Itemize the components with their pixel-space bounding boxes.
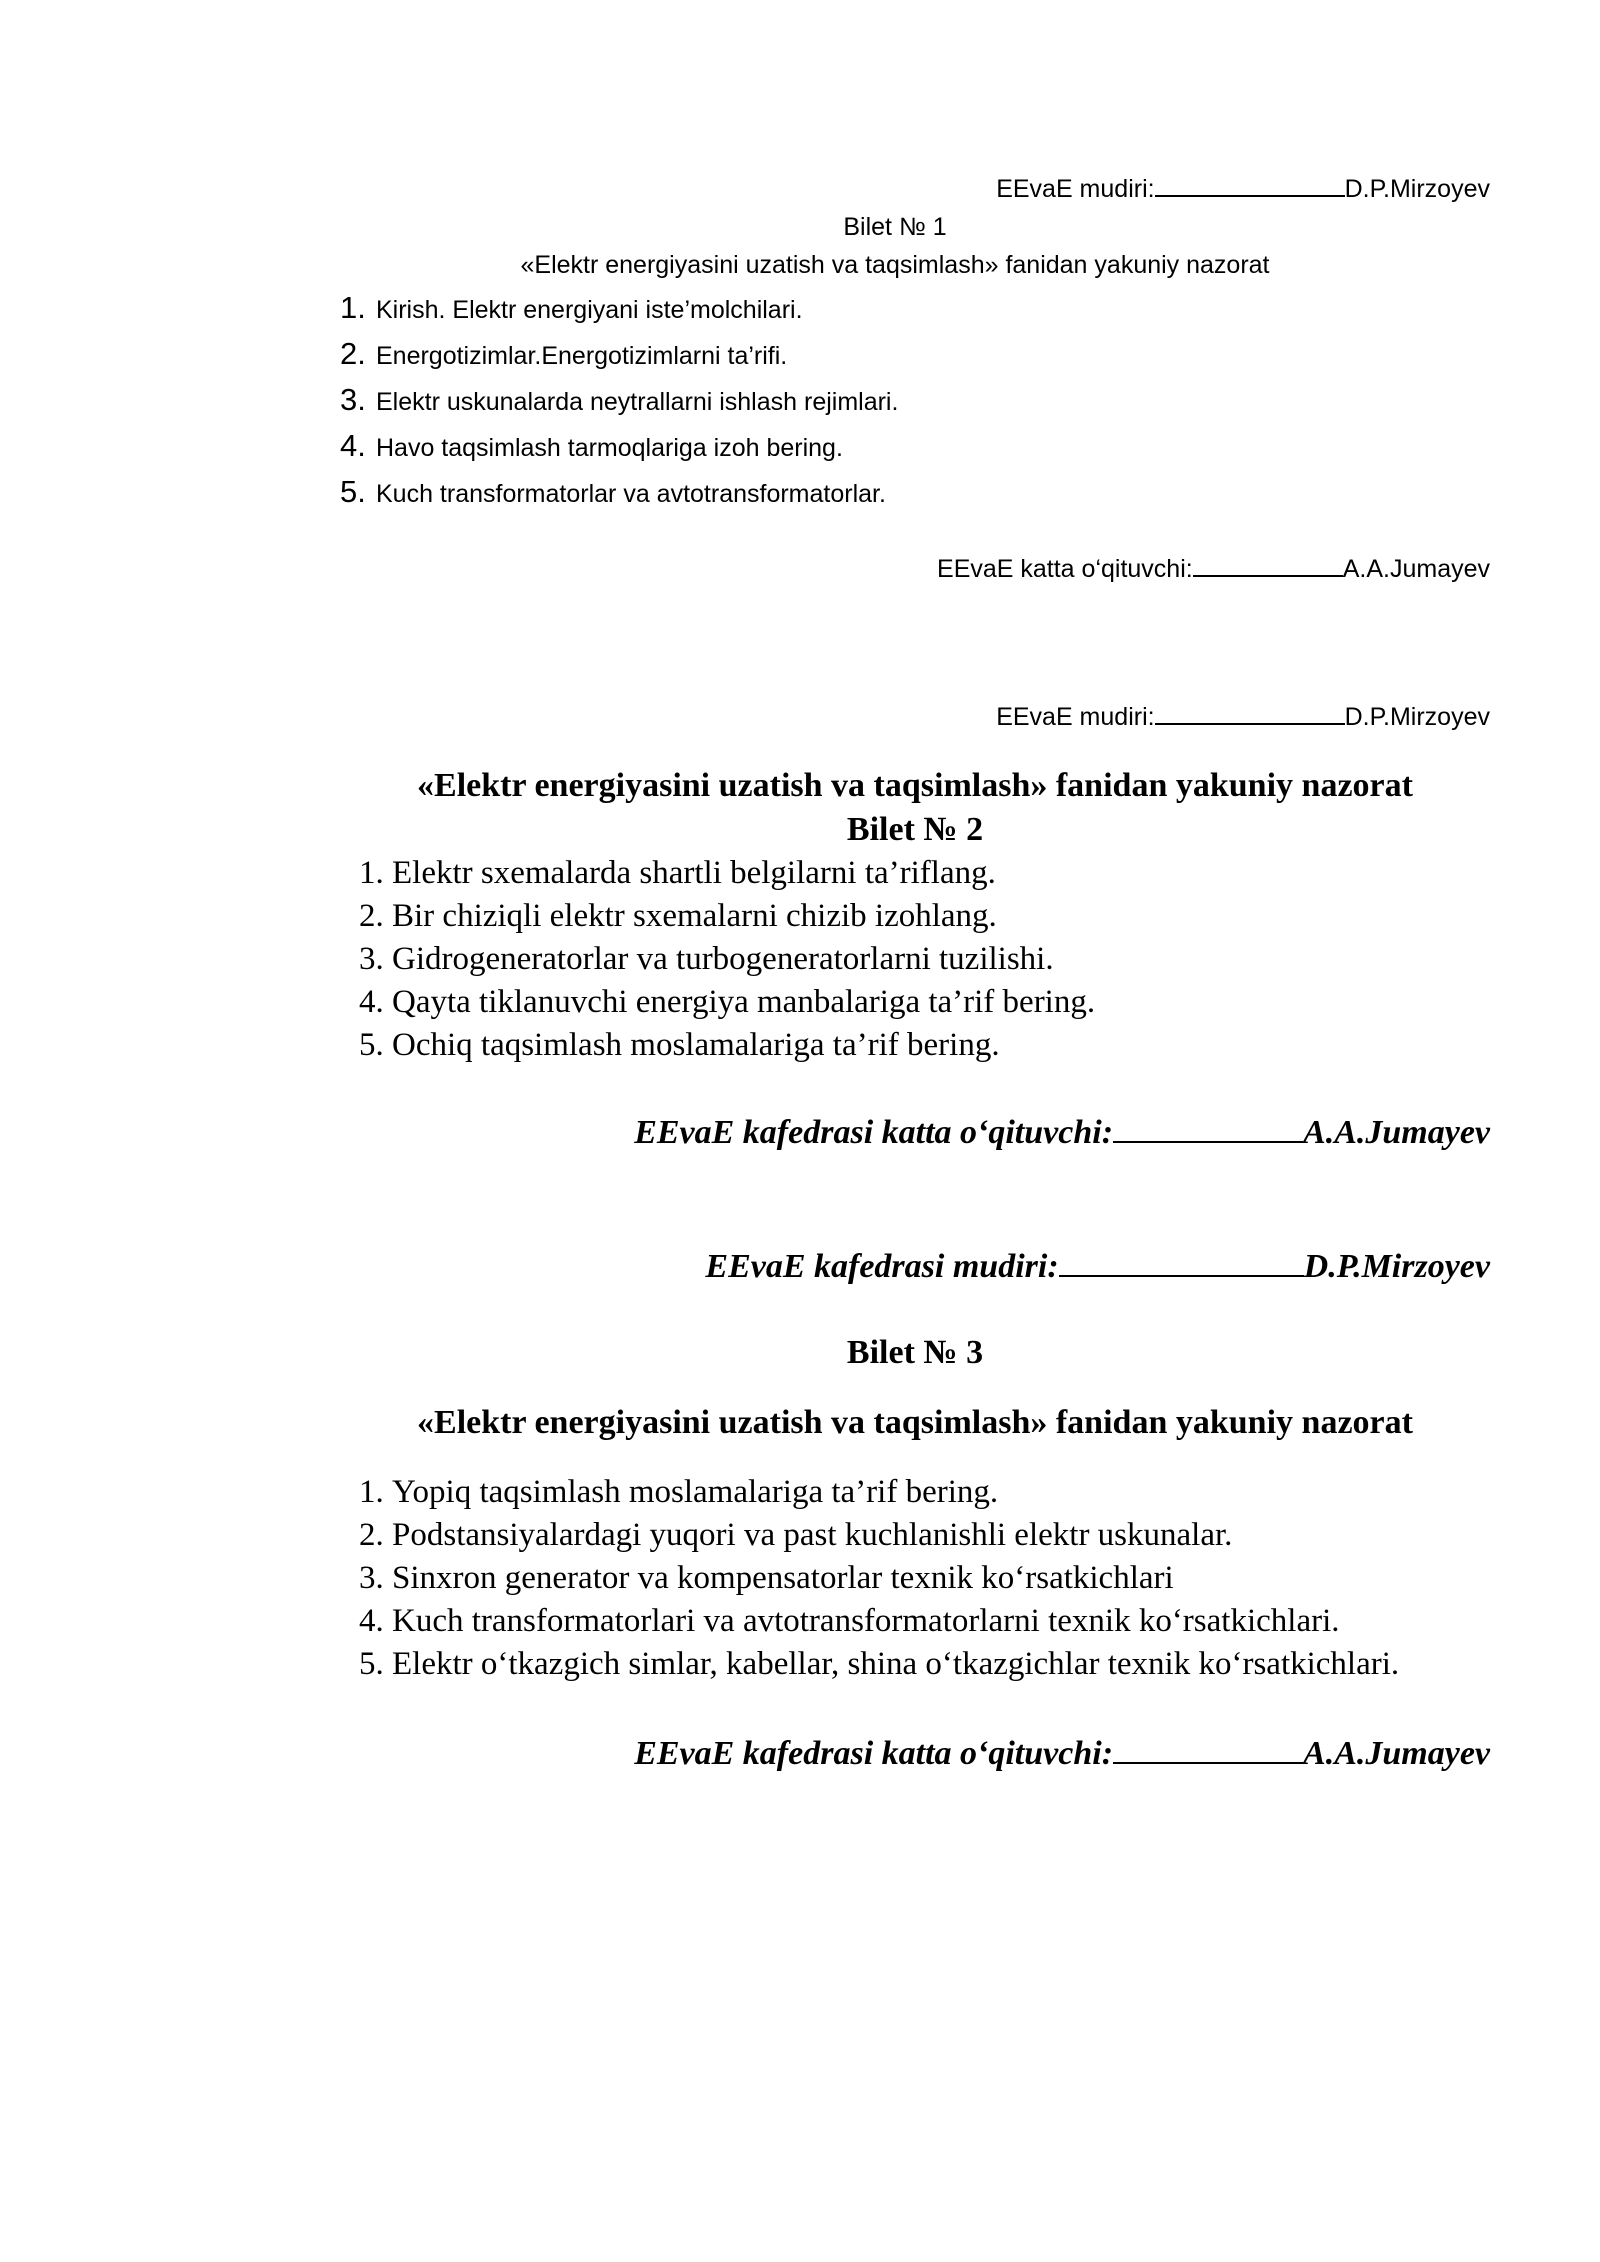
teacher-prefix: EEvaE kafedrasi katta o‘qituvchi: bbox=[634, 1114, 1114, 1151]
signature-line bbox=[1059, 1241, 1304, 1277]
ticket-1-questions bbox=[340, 286, 1490, 516]
document-page bbox=[340, 170, 1490, 1776]
signature-line bbox=[1113, 1107, 1303, 1143]
ticket-1-teacher bbox=[340, 550, 1490, 588]
question-item: 4. Qayta tiklanuvchi energiya manbalariga ta’rif bering. bbox=[359, 984, 1096, 1020]
ticket-1-number: Bilet № 1 bbox=[843, 213, 947, 241]
approval-prefix: EEvaE kafedrasi mudiri: bbox=[705, 1248, 1059, 1285]
question-item: 4. Havo taqsimlash tarmoqlariga izoh bering. bbox=[340, 428, 843, 463]
approval-name: D.P.Mirzoyev bbox=[1344, 175, 1490, 203]
question-item: 2. Podstansiyalardagi yuqori va past kuchlanishli elektr uskunalar. bbox=[359, 1517, 1233, 1553]
ticket-3-teacher bbox=[340, 1728, 1490, 1776]
question-item: 3. Elektr uskunalarda neytrallarni ishlash rejimlari. bbox=[340, 382, 899, 417]
ticket-2-number: Bilet № 2 bbox=[846, 811, 984, 848]
question-item: 1. Kirish. Elektr energiyani iste’molchilari. bbox=[340, 290, 803, 325]
ticket-1 bbox=[340, 170, 1490, 588]
question-item: 2. Energotizimlar.Energotizimlarni ta’rifi. bbox=[340, 336, 788, 371]
ticket-3-number: Bilet № 3 bbox=[846, 1334, 984, 1371]
question-item: 3. Gidrogeneratorlar va turbogeneratorlarni tuzilishi. bbox=[359, 941, 1054, 977]
question-item: 5. Ochiq taqsimlash moslamalariga ta’rif bering. bbox=[359, 1027, 1000, 1063]
approval-prefix: EEvaE mudiri: bbox=[996, 703, 1155, 731]
teacher-name: A.A.Jumayev bbox=[1303, 1114, 1490, 1151]
ticket-3-title: «Elektr energiyasini uzatish va taqsimlash» fanidan yakuniy nazorat bbox=[417, 1404, 1413, 1441]
question-item: 5. Elektr o‘tkazgich simlar, kabellar, shina o‘tkazgichlar texnik ko‘rsatkichlari. bbox=[359, 1646, 1400, 1682]
signature-line bbox=[1193, 550, 1343, 577]
teacher-name: A.A.Jumayev bbox=[1342, 555, 1490, 583]
question-item: 1. Yopiq taqsimlash moslamalariga ta’rif bering. bbox=[359, 1474, 999, 1510]
approval-prefix: EEvaE mudiri: bbox=[996, 175, 1155, 203]
question-item: 1. Elektr sxemalarda shartli belgilarni ta’riflang. bbox=[359, 855, 996, 891]
teacher-prefix: EEvaE katta o‘qituvchi: bbox=[937, 555, 1193, 583]
teacher-prefix: EEvaE kafedrasi katta o‘qituvchi: bbox=[634, 1735, 1114, 1772]
signature-line bbox=[1155, 170, 1345, 197]
ticket-1-approval bbox=[340, 170, 1490, 208]
ticket-2-title: «Elektr energiyasini uzatish va taqsimlash» fanidan yakuniy nazorat bbox=[417, 767, 1413, 804]
approval-name: D.P.Mirzoyev bbox=[1344, 703, 1490, 731]
question-item: 4. Kuch transformatorlari va avtotransformatorlarni texnik ko‘rsatkichlari. bbox=[359, 1603, 1340, 1639]
question-item: 3. Sinxron generator va kompensatorlar texnik ko‘rsatkichlari bbox=[359, 1560, 1174, 1596]
approval-name: D.P.Mirzoyev bbox=[1303, 1248, 1490, 1285]
ticket-2-teacher bbox=[340, 1107, 1490, 1155]
ticket-3 bbox=[340, 1241, 1490, 1776]
signature-line bbox=[1155, 698, 1345, 725]
ticket-3-approval bbox=[340, 1241, 1490, 1289]
ticket-2-questions bbox=[340, 852, 1490, 1067]
ticket-2-approval bbox=[340, 698, 1490, 736]
signature-line bbox=[1113, 1728, 1303, 1764]
question-item: 5. Kuch transformatorlar va avtotransformatorlar. bbox=[340, 474, 886, 509]
ticket-2 bbox=[340, 698, 1490, 1155]
teacher-name: A.A.Jumayev bbox=[1303, 1735, 1490, 1772]
ticket-3-questions bbox=[340, 1471, 1490, 1686]
ticket-1-title: «Elektr energiyasini uzatish va taqsimlash» fanidan yakuniy nazorat bbox=[520, 251, 1270, 279]
question-item: 2. Bir chiziqli elektr sxemalarni chizib izohlang. bbox=[359, 898, 997, 934]
